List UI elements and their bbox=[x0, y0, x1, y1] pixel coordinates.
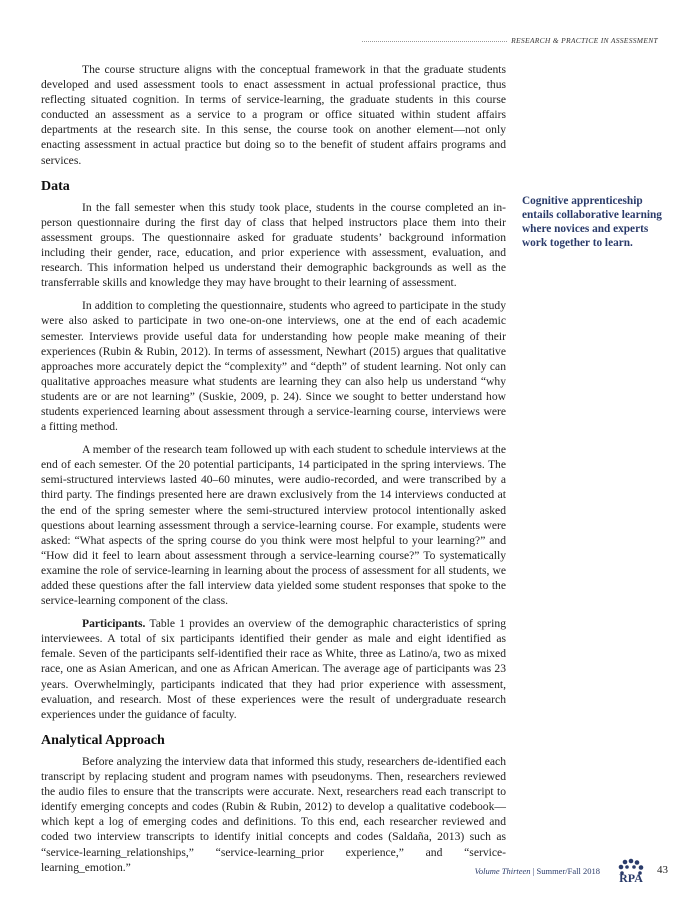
footer-issue-info bbox=[475, 866, 600, 876]
journal-title: RESEARCH & PRACTICE IN ASSESSMENT bbox=[511, 35, 658, 45]
page-number: 43 bbox=[657, 864, 668, 876]
rpa-logo bbox=[613, 858, 649, 890]
paragraph-data-3: A member of the research team followed up with each student to schedule interviews at the end of each semester. Of the 20 potential participants, 14 participated in the spring interviews. The semi-structured interviews lasted 40–60 minutes, were audio-recorded, and were transcribed by a third party. The findings presented here are drawn exclusively from the 14 interviews conducted at the end of the spring semester where the semi-structured interview protocol intentionally asked questions about learning assessment through a service-learning course. For example, students were asked: “What aspects of the spring course do you think were most helpful to your learning?” and “How did it feel to learn about assessment through a service-learning course?” To systematically examine the role of service-learning in learning about the process of assessment for all students, we added these questions after the fall interview data yielded some student responses that spoke to the service-learning component of the class. bbox=[41, 443, 506, 608]
participants-body: Table 1 provides an overview of the demographic characteristics of spring interviewees. A total of six participants identified their gender as male and eight identified as female. Seven of the participants self-identified their race as White, three as Latino/a, two as mixed race, one as Asian American, and one as African American. The average age of participants was 23 years. Overwhelmingly, participants indicated that they had prior experience with assessment, evaluation, and research. Most of these experiences were the result of undergraduate research experiences under the guidance of faculty. bbox=[41, 617, 506, 721]
footer-issue: | Summer/Fall 2018 bbox=[530, 866, 600, 876]
participants-run-in-heading: Participants. bbox=[82, 617, 146, 631]
paragraph-data-2: In addition to completing the questionnaire, students who agreed to participate in the study were also asked to participate in two one-on-one interviews, one at the end of each academic semester. Interviews provide useful data for understanding how people make meaning of their experiences (Rubin & Rubin, 2012). In terms of assessment, Newhart (2015) argues that qualitative approaches more accurately depict the “complexity” and “depth” of student learning. Not only can qualitative approaches measure what students are learning they can also help us understand “why students are or are not learning” (Suskie, 2009, p. 24). Since we sought to better understand how students experienced learning about assessment through a service-learning course, interviews were a fitting method. bbox=[41, 299, 506, 434]
main-text-column bbox=[41, 62, 506, 883]
section-heading-data: Data bbox=[41, 178, 70, 194]
sidebar-pullquote: Cognitive apprenticeship entails collaborative learning where novices and experts work together to learn. bbox=[522, 195, 662, 249]
footer-volume: Volume Thirteen bbox=[474, 866, 531, 876]
page-footer bbox=[455, 858, 670, 894]
running-header bbox=[362, 34, 658, 46]
header-dotted-rule bbox=[362, 41, 507, 42]
paragraph-participants bbox=[41, 616, 506, 722]
section-heading-analytical-approach: Analytical Approach bbox=[41, 732, 165, 748]
paragraph-analytical: Before analyzing the interview data that informed this study, researchers de-identified each transcript by replacing student and program names with pseudonyms. Then, researchers reviewed the audio files to ensure that the transcripts were accurate. Next, researchers read each transcript to identify emerging concepts and codes (Rubin & Rubin, 2012) to develop a qualitative codebook—which kept a log of emerging codes and definitions. To this end, each researcher reviewed and coded two interview transcripts to identify initial concepts and codes (Saldaña, 2013) such as “service-learning_relationships,” “service-learning_prior experience,” and “service-learning_emotion.” bbox=[41, 754, 506, 874]
paragraph-data-1: In the fall semester when this study took place, students in the course completed an in-person questionnaire during the first day of class that helped instructors place them into their assessment groups. The questionnaire asked for graduate students’ background information including their gender, race, education, and prior experience with assessment, evaluation, and research. This information helped us understand their demographic backgrounds as well as the transferrable skills and knowledge they may have brought to their learning of assessment. bbox=[41, 200, 506, 290]
svg-text:RPA: RPA bbox=[619, 871, 643, 885]
paragraph-intro: The course structure aligns with the conceptual framework in that the graduate students developed and used assessment tools to enact assessment in actual professional practice, thus reflecting situated cognition. In terms of service-learning, the graduate students in this course conducted an assessment as a service to a program or office situated within student affairs departments at the research site. In this sense, the course took on another element—not only enacting assessment in actual practice but doing so to the benefit of student affairs programs and services. bbox=[41, 63, 506, 167]
